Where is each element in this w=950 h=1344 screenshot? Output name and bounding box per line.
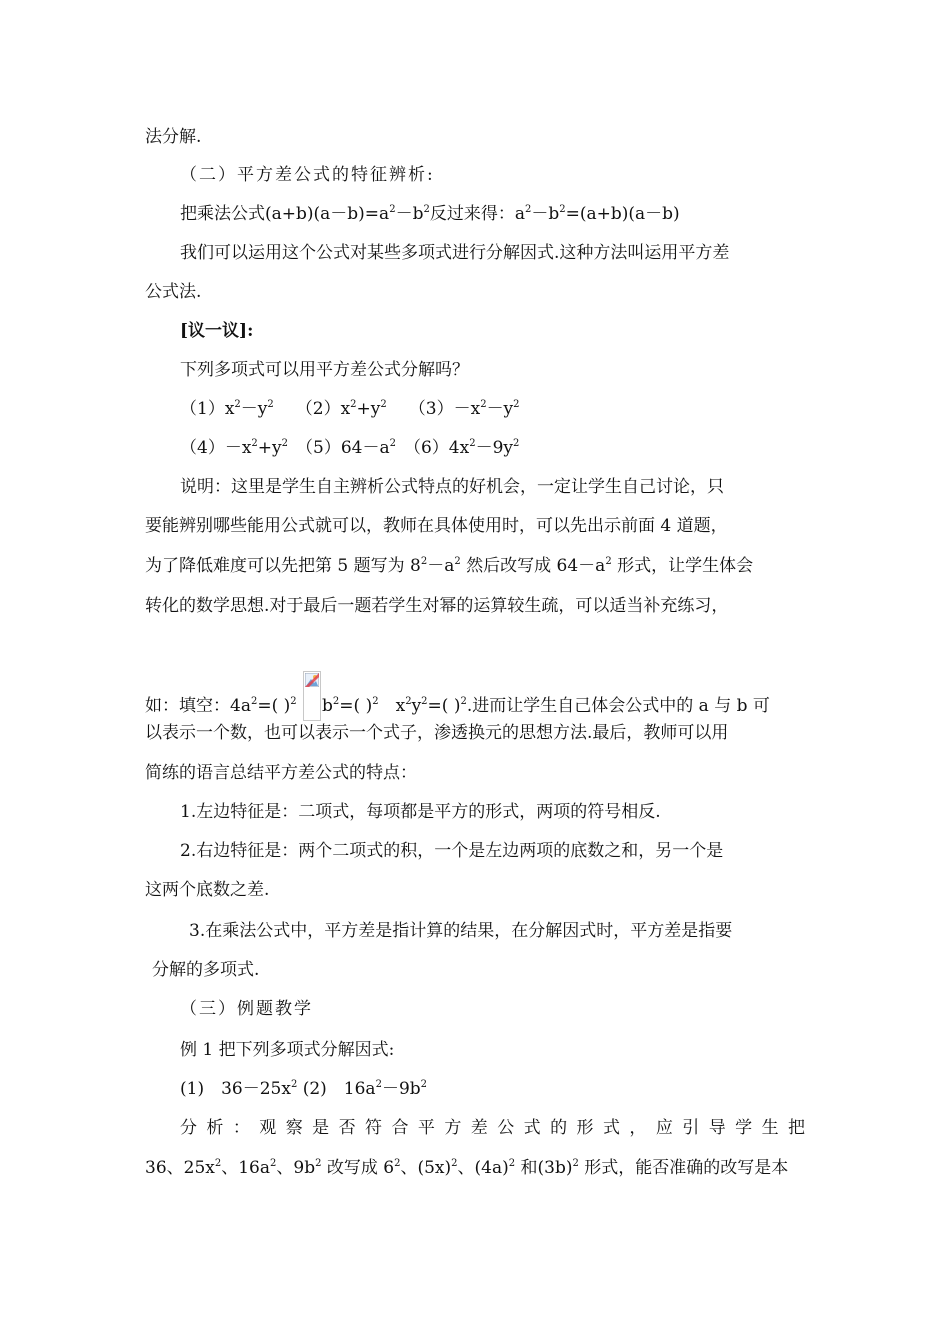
superscript: 2	[234, 399, 241, 410]
superscript: 2	[394, 1158, 401, 1169]
feature-item: 2.右边特征是：两个二项式的积，一个是左边两项的底数之和，另一个是	[180, 841, 724, 861]
superscript: 2	[559, 204, 566, 215]
superscript: 2	[513, 399, 520, 410]
superscript: 2	[389, 438, 396, 449]
exercise-item: $(5)64-a^2$	[296, 438, 396, 458]
formula-line: 把乘法公式$(a+b)(a-b)=a^2-b^2$反过来得：$a^2-b^2=(a+b)(a-b)$	[180, 204, 680, 224]
feature-item: 3.在乘法公式中，平方差是指计算的结果，在分解因式时，平方差是指要	[189, 921, 733, 941]
superscript: 2	[469, 438, 476, 449]
superscript: 2	[423, 204, 430, 215]
text-line: 为了降低难度可以先把第 5 题写为 $8^2-a^2$ 然后改写成 $64-a^2$ 形式，让学生体会	[145, 556, 754, 576]
superscript: 2	[420, 1079, 428, 1090]
fill-in-text: $b^2=$( )$^2$ $x^2y^2=$( )$^2$.进而让学生自己体会公式中的 a 与 b 可	[322, 696, 770, 716]
superscript: 2	[270, 1158, 277, 1169]
example-title: 例 1 把下列多项式分解因式:	[180, 1040, 395, 1060]
superscript: 2	[508, 1158, 516, 1169]
text-line: 简练的语言总结平方差公式的特点：	[145, 763, 417, 783]
superscript: 2	[290, 696, 297, 707]
exercise-item: $(4)-x^2+y^2$	[180, 438, 289, 458]
section-heading: （二）平方差公式的特征辨析:	[180, 165, 435, 185]
superscript: 2	[315, 1158, 322, 1169]
superscript: 2	[267, 399, 274, 410]
superscript: 2	[290, 1079, 298, 1090]
exercise-list	[180, 398, 520, 420]
superscript: 2	[605, 556, 612, 567]
text-line: 公式法.	[145, 282, 202, 302]
text-line: 要能辨别哪些能用公式就可以，教师在具体使用时，可以先出示前面 4 道题，	[145, 516, 728, 536]
superscript: 2	[460, 696, 467, 707]
superscript: 2	[251, 438, 258, 449]
superscript: 2	[372, 696, 379, 707]
superscript: 2	[250, 696, 258, 707]
superscript: 2	[480, 399, 487, 410]
text-line: 36、$25x^2$、$16a^2$、$9b^2$ 改写成 $6^2$、$(5x)^2$、$(4a)^2$ 和$(3b)^2$ 形式，能否准确的改写是本	[145, 1158, 789, 1178]
discussion-heading: [议一议]:	[180, 321, 254, 341]
superscript: 2	[454, 556, 461, 567]
exercise-item: $(2)x^2+y^2$	[295, 399, 387, 419]
fill-in-line	[145, 671, 770, 721]
superscript: 2	[421, 696, 428, 707]
superscript: 2	[380, 399, 387, 410]
superscript: 2	[420, 556, 428, 567]
analysis-line: 分析：观察是否符合平方差公式的形式，应引导学生把	[180, 1118, 805, 1138]
text-line: 转化的数学思想.对于最后一题若学生对幂的运算较生疏，可以适当补充练习，	[145, 596, 729, 616]
text-line: 以表示一个数，也可以表示一个式子，渗透换元的思想方法.最后，教师可以用	[145, 723, 729, 743]
superscript: 2	[332, 696, 340, 707]
superscript: 2	[405, 696, 412, 707]
question-line: 下列多项式可以用平方差公式分解吗？	[180, 360, 469, 380]
superscript: 2	[451, 1158, 458, 1169]
example-problems: (1) $36-25x^2$ (2) $16a^2-9b^2$	[180, 1079, 428, 1099]
superscript: 2	[375, 1079, 382, 1090]
feature-item: 1.左边特征是：二项式，每项都是平方的形式，两项的符号相反.	[180, 802, 661, 822]
exercise-list	[180, 437, 519, 459]
superscript: 2	[524, 204, 532, 215]
superscript: 2	[281, 438, 289, 449]
text-line: 这两个底数之差.	[145, 880, 270, 900]
text-line: 分解的多项式.	[152, 960, 260, 980]
exercise-item: $(1)x^2-y^2$	[180, 399, 274, 419]
superscript: 2	[350, 399, 357, 410]
text-line: 我们可以运用这个公式对某些多项式进行分解因式.这种方法叫运用平方差	[180, 243, 730, 263]
text-line: 说明：这里是学生自主辨析公式特点的好机会，一定让学生自己讨论，只	[180, 477, 724, 497]
exercise-item: $(3)-x^2-y^2$	[408, 399, 520, 419]
text-line: 法分解.	[145, 127, 202, 147]
superscript: 2	[513, 438, 520, 449]
section-heading: （三）例题教学	[180, 999, 313, 1019]
superscript: 2	[214, 1158, 222, 1169]
exercise-item: $(6)4x^2-9y^2$	[403, 438, 520, 458]
superscript: 2	[389, 204, 396, 215]
broken-image-icon	[303, 671, 321, 721]
fill-in-text: 如：填空：$4a^2=$( )$^2$	[145, 696, 297, 716]
superscript: 2	[572, 1158, 579, 1169]
